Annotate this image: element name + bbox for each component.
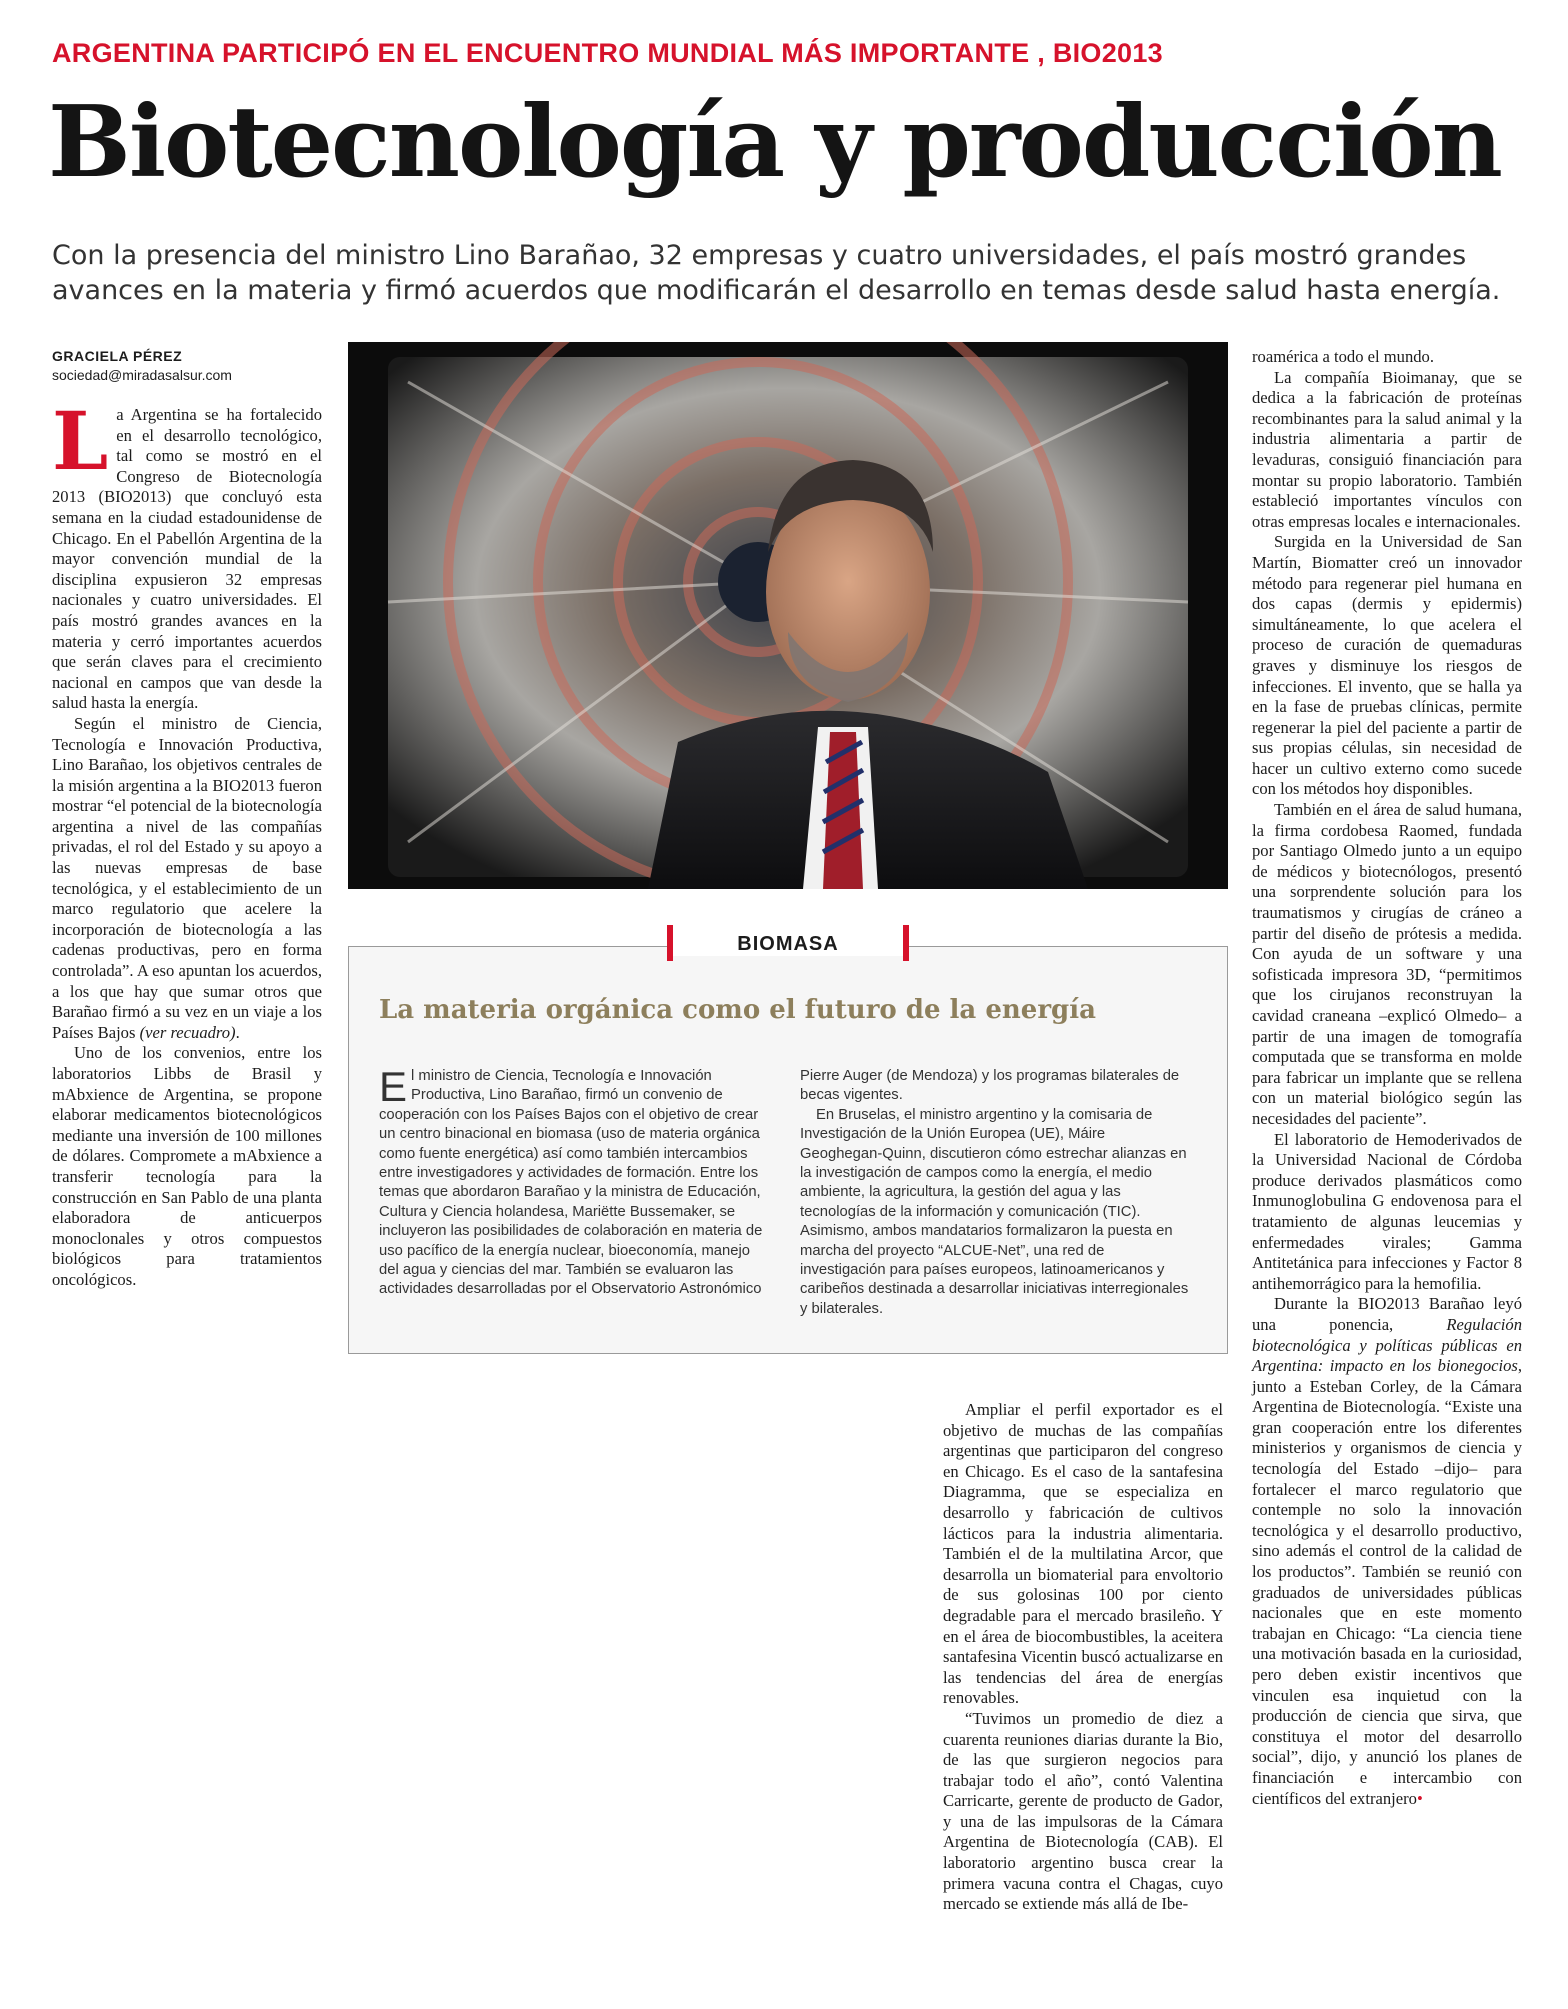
article-column-1: [52, 394, 322, 1291]
paragraph: El laboratorio de Hemoderivados de la Universidad Nacional de Córdoba produce derivados plasmáticos como Inmunoglobulina G endovenosa para el tratamiento de algunas leucemias y enfermedades virales; Gamma Antitetánica para infecciones y Factor 8 antihemorrágico para la hemofilia.: [1252, 1129, 1522, 1293]
sidebar-box: [348, 933, 1228, 1354]
drop-cap: E: [379, 1063, 408, 1110]
deck-subtitle: Con la presencia del ministro Lino Barañao, 32 empresas y cuatro universidades, el país mostró grandes avances en la materia y firmó acuerdos que modificarán el desarrollo en temas desde salud hasta energía.: [52, 240, 1501, 306]
paragraph: La compañía Bioimanay, que se dedica a la fabricación de proteínas recombinantes para la salud animal y la industria alimentaria a partir de levaduras, consiguió financiación para montar su propio laboratorio. También estableció importantes vínculos con otras empresas locales e internacionales.: [1252, 367, 1522, 531]
sidebar-text: [379, 1063, 1189, 1319]
paragraph: La Argentina se ha fortalecido en el desarrollo tecnológico, tal como se mostró en el Congreso de Biotecnología 2013 (BIO2013) que concluyó esta semana en la ciudad estadounidense de Chicago. En el Pabellón Argentina de la mayor convención mundial de la disciplina expusieron 32 empresas nacionales y cuatro universidades. El país mostró grandes avances en la materia y cerró importantes acuerdos que serán claves para el crecimiento nacional en campos que van desde la salud hasta la energía.: [52, 394, 322, 713]
author-email: sociedad@miradasalsur.com: [52, 367, 232, 383]
end-mark-icon: •: [1416, 1788, 1423, 1808]
paragraph: En Bruselas, el ministro argentino y la comisaria de Investigación de la Unión Europea (UE), Máire Geoghegan-Quinn, discutieron cómo estrechar alianzas en la investigación de campos como la energía, el medio ambiente, la agricultura, la gestión del agua y las tecnologías de la información y comunicación (TIC). Asimismo, ambos mandatarios formalizaron la puesta en marcha del proyecto “ALCUE-Net”, una red de investigación para países europeos, latinoamericanos y caribeños destinada a desarrollar iniciativas interregionales y bilaterales.: [800, 1106, 1189, 1317]
sidebar-title: La materia orgánica como el futuro de la energía: [379, 995, 1096, 1025]
kicker: ARGENTINA PARTICIPÓ EN EL ENCUENTRO MUNDIAL MÁS IMPORTANTE , BIO2013: [52, 38, 1163, 68]
paragraph: Durante la BIO2013 Barañao leyó una ponencia, Regulación biotecnológica y políticas públicas en Argentina: impacto en los bionegocios, junto a Esteban Corley, de la Cámara Argentina de Biotecnología. “Existe una gran cooperación entre los diferentes ministerios y organismos de ciencia y tecnología del Estado –dijo– para fortalecer el marco regulatorio que contemple no solo la innovación tecnológica y el desarrollo productivo, sino además el control de la calidad de los productos”. También se reunió con graduados de universidades públicas nacionales que en este momento trabajan en Chicago: “La ciencia tiene una motivación basada en la curiosidad, pero deben existir incentivos que vinculen esa inquietud con la producción de ciencia que sirva, que constituya el motor del desarrollo social”, dijo, y anunció los planes de financiación e intercambio con científicos del extranjero•: [1252, 1294, 1522, 1808]
article-column-4: [943, 1400, 1223, 1915]
paragraph: También en el área de salud humana, la firma cordobesa Raomed, fundada por Santiago Olmedo junto a un equipo de médicos y biotecnólogos, presentó una sorprendente solución para los traumatismos y cirugías de cráneo a partir del diseño de prótesis a medida. Con ayuda de un software y una sofisticada impresora 3D, “permitimos que los cirujanos reconstruyan la cavidad craneana –explicó Olmedo– a partir de una imagen de tomografía computada que se transforma en molde para fabricar un implante que se rellena con un material biológico según las necesidades del paciente”.: [1252, 800, 1522, 1128]
paragraph: Surgida en la Universidad de San Martín, Biomatter creó un innovador método para regenerar piel humana en dos capas (dermis y epidermis) simultáneamente, lo que acelera el proceso de curación de quemaduras graves y disminuye los riesgos de infecciones. El invento, que se halla ya en la fase de pruebas clínicas, permite regenerar la piel del paciente a partir de sus propias células, sin necesidad de hacer un cultivo externo como sucede con los métodos hoy disponibles.: [1252, 532, 1522, 799]
minister-photo: [348, 342, 1228, 889]
author-name: GRACIELA PÉREZ: [52, 348, 183, 364]
article-column-5: [1252, 347, 1522, 1809]
red-bar-icon: [903, 925, 909, 961]
paragraph: roamérica a todo el mundo.: [1252, 347, 1435, 366]
sidebar-label: BIOMASA: [667, 933, 908, 956]
page-title: Biotecnología y producción: [48, 85, 1501, 200]
paragraph: Uno de los convenios, entre los laboratorios Libbs de Brasil y mAbxience de Argentina, se propone elaborar medicamentos biotecnológicos mediante una inversión de 100 millones de dólares. Compromete a mAbxience a transferir tecnología para la construcción en San Pablo de una planta elaboradora de anticuerpos monoclonales y otros compuestos biológicos para tratamientos oncológicos.: [52, 1043, 322, 1289]
red-bar-icon: [667, 925, 673, 961]
paragraph: “Tuvimos un promedio de diez a cuarenta reuniones diarias durante la Bio, de las que surgieron negocios para trabajar todo el año”, contó Valentina Carricarte, gerente de producto de Gador, y una de las impulsoras de la Cámara Argentina de Biotecnología (CAB). El laboratorio argentino busca crear la primera vacuna contra el Chagas, cuyo mercado se extiende más allá de Ibe-: [943, 1708, 1223, 1914]
paragraph: Ampliar el perfil exportador es el objetivo de muchas de las compañías argentinas que participaron del congreso en Chicago. Es el caso de la santafesina Diagramma, que se especializa en desarrollo y fabricación de cultivos lácticos para la industria alimentaria. También el de la multilatina Arcor, que desarrolla un biomaterial para envoltorio de sus golosinas 100 por ciento degradable para el mercado brasileño. Y en el área de biocombustibles, la aceitera santafesina Vicentin buscó actualizarse en las tendencias del área de energías renovables.: [943, 1400, 1223, 1708]
paragraph: Según el ministro de Ciencia, Tecnología e Innovación Productiva, Lino Barañao, los objetivos centrales de la misión argentina a la BIO2013 fueron mostrar “el potencial de la biotecnología argentina a nivel de las compañías privadas, el rol del Estado y su apoyo a las nuevas empresas de base tecnológica, y el establecimiento de un marco regulatorio que acelere la incorporación de biotecnología a las cadenas productivas, pero en forma controlada”. A eso apuntan los acuerdos, a los que hay que sumar otros que Barañao firmó a su vez en un viaje a los Países Bajos (ver recuadro).: [52, 713, 322, 1042]
drop-cap: L: [52, 394, 109, 488]
byline: [52, 347, 342, 385]
paragraph: El ministro de Ciencia, Tecnología e Innovación Productiva, Lino Barañao, firmó un convenio de cooperación con los Países Bajos con el objetivo de crear un centro binacional en biomasa (uso de materia orgánica como fuente energética) así como también intercambios entre investigadores y actividades de formación. Entre los temas que abordaron Barañao y la ministra de Educación, Cultura y Ciencia holandesa, Mariëtte Bussemaker, se incluyeron las posibilidades de colaboración en materia de uso pacífico de la energía nuclear, bioeconomía, manejo del agua y ciencias del mar. También se evaluaron las actividades desarrolladas por el Observatorio Astronómico Pierre Auger (de Mendoza) y los programas bilaterales de becas vigentes.: [379, 1063, 1180, 1298]
